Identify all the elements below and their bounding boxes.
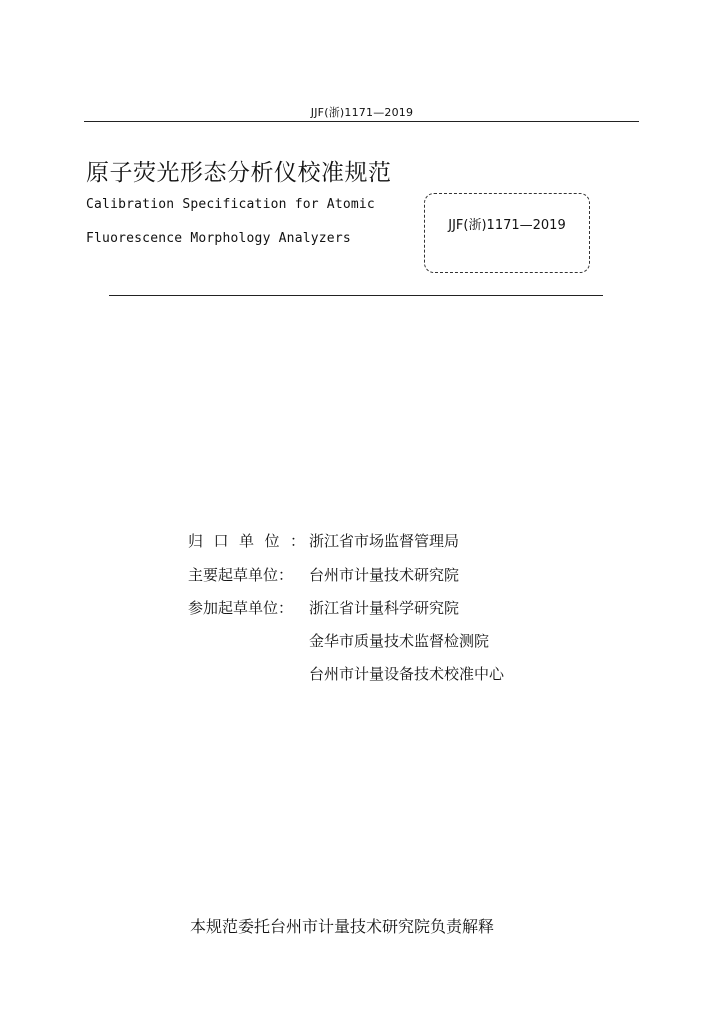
header-divider — [84, 121, 639, 122]
section-divider — [109, 295, 603, 296]
title-english-line-2: Fluorescence Morphology Analyzers — [86, 231, 351, 246]
responsible-unit-value: 浙江省市场监督管理局 — [309, 532, 460, 550]
main-drafting-unit-label: 主要起草单位： — [188, 566, 294, 584]
standard-code-box — [424, 193, 590, 273]
footer-interpretation-note: 本规范委托台州市计量技术研究院负责解释 — [189, 917, 494, 936]
participating-unit-value-2: 金华市质量技术监督检测院 — [309, 632, 490, 650]
responsible-unit-label: 归口单位： — [188, 532, 316, 550]
main-drafting-unit-value: 台州市计量技术研究院 — [309, 566, 460, 584]
participating-unit-value-1: 浙江省计量科学研究院 — [309, 599, 460, 617]
title-english-line-1: Calibration Specification for Atomic — [86, 197, 375, 212]
participating-unit-value-3: 台州市计量设备技术校准中心 — [309, 665, 505, 683]
title-chinese: 原子荧光形态分析仪校准规范 — [86, 160, 392, 186]
standard-code-box-text: JJF(浙)1171—2019 — [448, 218, 566, 233]
header-standard-code: JJF(浙)1171—2019 — [310, 106, 414, 119]
participating-unit-label: 参加起草单位： — [188, 599, 294, 617]
